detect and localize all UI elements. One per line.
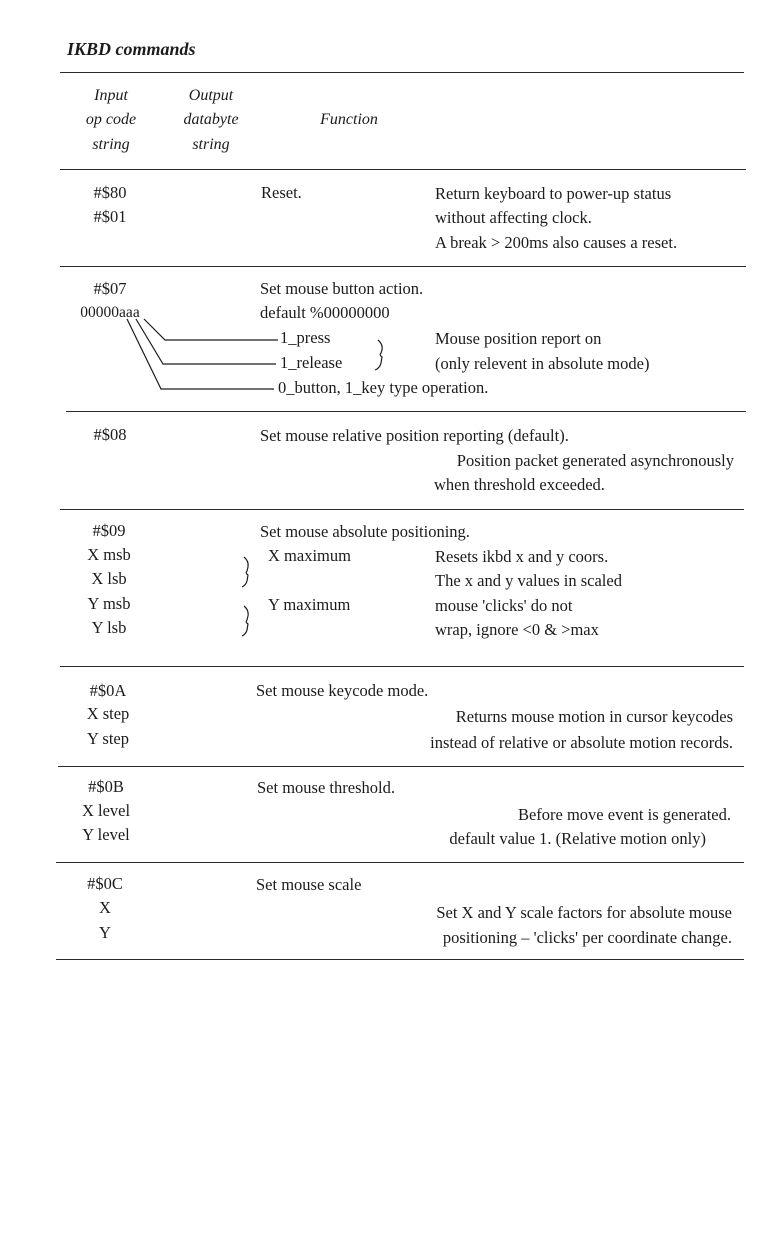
threshold-opcode: #$0B: [88, 777, 124, 796]
reset-function: Reset.: [261, 183, 302, 202]
scale-desc-1: Set X and Y scale factors for absolute mouse: [436, 903, 732, 922]
button-key: 0_button, 1_key type operation.: [278, 378, 489, 397]
release-leader-line: [136, 319, 276, 364]
absolute-ymax: Y maximum: [268, 595, 351, 614]
page-title: IKBD commands: [67, 39, 196, 59]
absolute-desc-2: The x and y values in scaled: [435, 571, 622, 590]
button-note-2: (only relevent in absolute mode): [435, 354, 650, 373]
button-default: default %00000000: [260, 303, 390, 322]
header-function: Function: [320, 111, 378, 128]
absolute-ylsb: Y lsb: [91, 618, 127, 637]
press-leader-line: [144, 319, 278, 340]
reset-desc-3: A break > 200ms also causes a reset.: [435, 233, 678, 252]
y-brace: [242, 606, 248, 636]
threshold-desc-2: default value 1. (Relative motion only): [449, 829, 706, 848]
keycode-opcode: #$0A: [89, 681, 127, 700]
threshold-function: Set mouse threshold.: [257, 778, 395, 797]
threshold-xlevel: X level: [81, 801, 131, 820]
button-release: 1_release: [280, 353, 343, 372]
button-press: 1_press: [280, 328, 331, 347]
scale-y: Y: [99, 923, 111, 942]
header-input-line2: op code: [85, 111, 137, 128]
button-bits: 00000aaa: [80, 304, 140, 321]
button-opcode: #$07: [93, 279, 127, 298]
relative-function: Set mouse relative position reporting (default).: [260, 426, 569, 445]
header-output-line2: databyte: [183, 111, 239, 128]
keycode-ystep: Y step: [86, 729, 130, 748]
scale-function: Set mouse scale: [256, 875, 362, 894]
header-input-line1: Input: [94, 87, 128, 104]
scale-x: X: [99, 898, 111, 917]
keycode-xstep: X step: [86, 704, 130, 723]
header-input-line3: string: [92, 136, 130, 153]
absolute-ymsb: Y msb: [87, 594, 131, 613]
header-output-line1: Output: [188, 87, 234, 104]
relative-desc-1: Position packet generated asynchronously: [456, 451, 734, 470]
absolute-opcode: #$09: [92, 521, 126, 540]
scale-opcode: #$0C: [87, 874, 123, 893]
absolute-desc-3: mouse 'clicks' do not: [435, 596, 573, 615]
x-brace: [242, 557, 248, 587]
keycode-desc-1: Returns mouse motion in cursor keycodes: [455, 707, 733, 726]
press-release-brace: [375, 340, 382, 370]
threshold-ylevel: Y level: [82, 825, 130, 844]
absolute-function: Set mouse absolute positioning.: [260, 522, 470, 541]
button-note-1: Mouse position report on: [435, 329, 602, 348]
absolute-desc-1: Resets ikbd x and y coors.: [435, 547, 609, 566]
relative-desc-2: when threshold exceeded.: [434, 475, 605, 494]
reset-opcode-2: #$01: [93, 207, 127, 226]
absolute-xlsb: X lsb: [91, 569, 127, 588]
keycode-function: Set mouse keycode mode.: [256, 681, 429, 700]
absolute-xmax: X maximum: [268, 546, 351, 565]
reset-opcode-1: #$80: [93, 183, 127, 202]
relative-opcode: #$08: [93, 425, 127, 444]
reset-desc-1: Return keyboard to power-up status: [435, 184, 672, 203]
scale-desc-2: positioning – 'clicks' per coordinate change.: [442, 928, 732, 947]
absolute-xmsb: X msb: [87, 545, 131, 564]
absolute-desc-4: wrap, ignore <0 & >max: [435, 620, 599, 639]
button-function: Set mouse button action.: [260, 279, 424, 298]
key-leader-line: [127, 319, 274, 389]
threshold-desc-1: Before move event is generated.: [517, 805, 731, 824]
keycode-desc-2: instead of relative or absolute motion records.: [430, 733, 733, 752]
reset-desc-2: without affecting clock.: [435, 208, 592, 227]
header-output-line3: string: [192, 136, 230, 153]
